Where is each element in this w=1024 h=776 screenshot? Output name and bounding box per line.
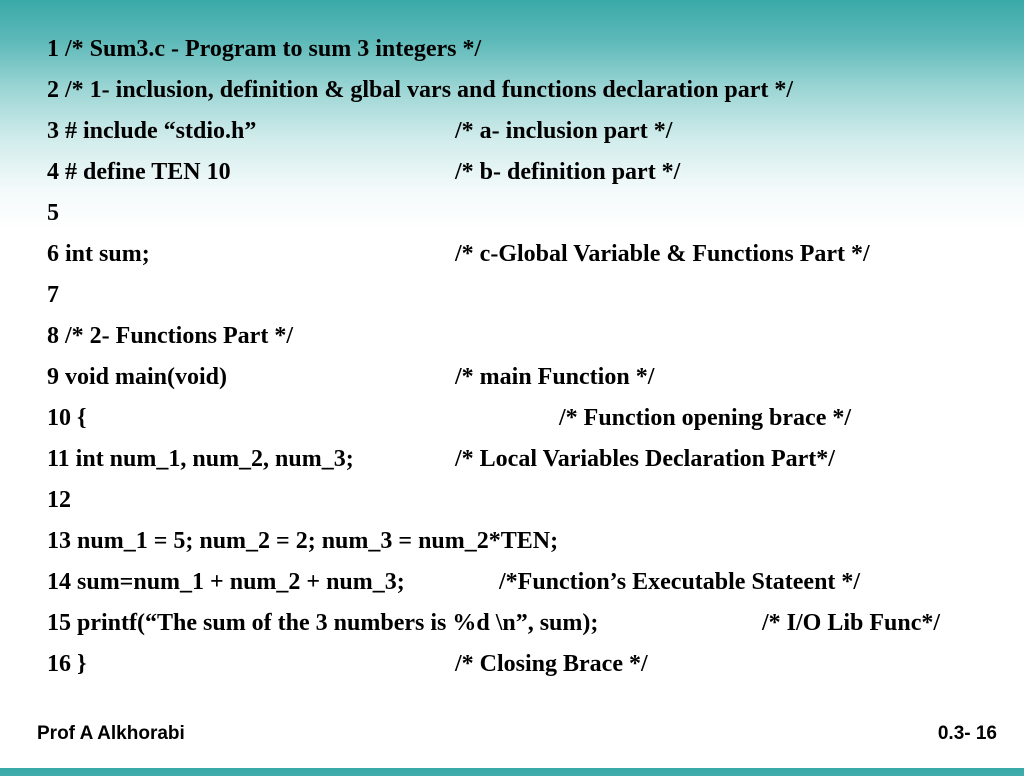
line-comment: /* b- definition part */	[455, 159, 681, 185]
code-line-5	[47, 197, 71, 229]
code-line-1	[47, 33, 482, 65]
footer-author: Prof A Alkhorabi	[37, 723, 185, 744]
line-code: 14 sum=num_1 + num_2 + num_3;	[47, 569, 405, 595]
line-code: 3 # include “stdio.h”	[47, 118, 257, 144]
code-line-10	[47, 402, 852, 434]
code-line-16	[47, 648, 648, 680]
line-code: 13 num_1 = 5; num_2 = 2; num_3 = num_2*TEN;	[47, 528, 559, 554]
footer-slide-number: 0.3- 16	[937, 723, 997, 744]
code-line-14	[47, 566, 861, 598]
code-line-3	[47, 115, 673, 147]
code-line-6	[47, 238, 870, 270]
line-code: 5	[47, 200, 59, 226]
line-code: 9 void main(void)	[47, 364, 228, 390]
line-code: 15 printf(“The sum of the 3 numbers is %d \n”, sum);	[47, 610, 599, 636]
code-line-4	[47, 156, 681, 188]
line-comment: /* a- inclusion part */	[455, 118, 673, 144]
line-comment: /* Local Variables Declaration Part*/	[455, 446, 835, 472]
line-code: 16 }	[47, 651, 87, 677]
code-line-13	[47, 525, 559, 557]
line-code: 11 int num_1, num_2, num_3;	[47, 446, 354, 472]
line-code: 1 /* Sum3.c - Program to sum 3 integers */	[47, 36, 482, 62]
code-line-2	[47, 74, 794, 106]
code-line-11	[47, 443, 835, 475]
code-line-7	[47, 279, 71, 311]
line-code: 2 /* 1- inclusion, definition & glbal vars and functions declaration part */	[47, 77, 794, 103]
code-line-9	[47, 361, 655, 393]
line-comment: /* main Function */	[455, 364, 655, 390]
line-comment: /*Function’s Executable Stateent */	[499, 569, 861, 595]
line-code: 4 # define TEN 10	[47, 159, 231, 185]
line-code: 6 int sum;	[47, 241, 150, 267]
code-line-15	[47, 607, 941, 639]
line-code: 10 {	[47, 405, 87, 431]
line-code: 12	[47, 487, 71, 513]
code-line-12	[47, 484, 71, 516]
line-code: 7	[47, 282, 59, 308]
line-code: 8 /* 2- Functions Part */	[47, 323, 293, 349]
line-comment: /* c-Global Variable & Functions Part */	[455, 241, 870, 267]
code-line-8	[47, 320, 293, 352]
line-comment: /* Closing Brace */	[455, 651, 648, 677]
line-comment: /* I/O Lib Func*/	[762, 610, 941, 636]
line-comment: /* Function opening brace */	[559, 405, 852, 431]
